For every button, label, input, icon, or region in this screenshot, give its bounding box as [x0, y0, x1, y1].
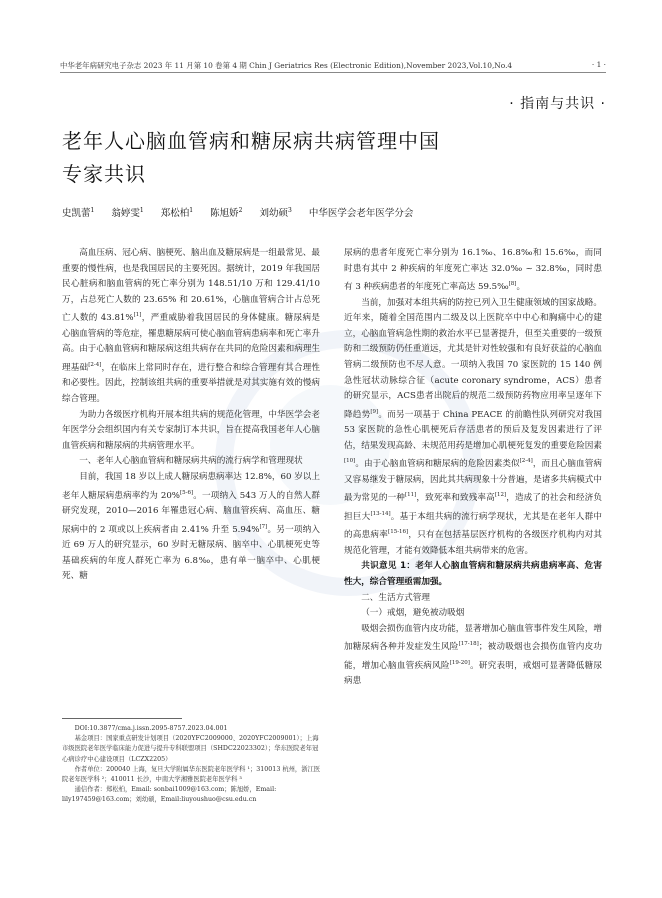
- running-header: [60, 60, 606, 71]
- page-number: · 1 ·: [591, 60, 606, 69]
- text-run: ，而且心脑血管病又容易继发于糖尿病，因此其共病现象十分普遍，是诸多共病模式中最为常见的一种: [344, 459, 602, 504]
- text-run: 当前，加强对本组共病的防控已列入卫生健康领域的国家战略。近年来，随着全国范围内二级及以上医院卒中中心和胸痛中心的建立，心脑血管病急性期的救治水平已显著提升，但至关重要的一级预防和二级预防仍任重道远，尤其是针对性较强和有良好获益的心脑血管病二级预防也不尽人意。一项纳入我国 70 家医院的 15 140 例急性冠状动脉综合征（acute coronary syndrome，ACS）患者的研究显示，ACS患者出院后的规范二级预防药物应用率呈逐年下降趋势: [344, 297, 602, 420]
- section-tag: · 指南与共识 ·: [509, 96, 606, 112]
- footnotes: [62, 724, 324, 806]
- author: [62, 208, 94, 219]
- article-title: [62, 125, 482, 191]
- title-line-2: 专家共识: [62, 162, 146, 186]
- citation: [13-14]: [370, 510, 391, 517]
- title-line-1: 老年人心脑血管病和糖尿病共病管理中国: [62, 129, 440, 153]
- citation: [5-6]: [179, 489, 194, 496]
- citation: [12]: [494, 492, 507, 499]
- citation: [9]: [370, 408, 379, 415]
- text-run: 。一项纳入 543 万人的自然人群研究发现，2010—2016 年罹患冠心病、脑血管疾病、高血压、糖尿病中的 2 项或以上疾病者由 2.41% 升至 5.94%: [62, 490, 320, 535]
- author: [161, 208, 193, 219]
- author: [111, 208, 143, 219]
- citation: [10]: [344, 458, 356, 465]
- author: [210, 208, 242, 219]
- paragraph: [344, 622, 602, 690]
- paragraph: 为助力各级医疗机构开展本组共病的规范化管理，中华医学会老年医学分会组织国内有关专家制订本共识，旨在提高我国老年人心脑血管疾病和糖尿病的共病管理水平。: [62, 409, 320, 451]
- author-affiliation-mark: 1: [90, 206, 95, 214]
- author-name: 史凯蕾: [62, 208, 91, 219]
- header-rule: [60, 72, 606, 73]
- text-run: ；被动吸烟也会损伤血管内皮功能，增加心脑血管疾病风险: [344, 642, 602, 671]
- citation: [11]: [405, 492, 417, 499]
- citation: [7]: [259, 523, 268, 530]
- text-run: 吸烟会损伤血管内皮功能，显著增加心脑血管事件发生风险，增加糖尿病各种并发症发生风险: [344, 623, 602, 653]
- body-column-right: [344, 246, 602, 690]
- paragraph: [62, 470, 320, 585]
- citation: [1]: [133, 312, 142, 319]
- author-affiliation-mark: 1: [189, 206, 194, 214]
- paragraph: [344, 246, 602, 296]
- citation: [2-4]: [88, 362, 102, 369]
- text-run: 。基于本组共病的流行病学现状，尤其是在老年人群中的高患病率: [344, 511, 602, 541]
- fund-note: 基金项目：国家重点研发计划项目（2020YFC2009000、2020YFC2009001）；上海市级医院老年医学临床能力促进与提升专科联盟项目（SHDC22023302）；华东医院老年冠心病诊疗中心建设项目（LCZX2205）: [62, 735, 319, 763]
- text-run: 尿病的患者年度死亡率分别为 16.1‰、16.8‰和 15.6‰，而同时患有其中 2 种疾病的年度死亡率达 32.0‰ ~ 32.8‰，同时患有 3 种疾病患者的年度死亡率高达 59.5‰: [344, 248, 602, 293]
- citation: [19-20]: [449, 659, 470, 666]
- citation: [8]: [508, 281, 517, 288]
- text-run: 高血压病、冠心病、脑梗死、脑出血及糖尿病是一组最常见、最重要的慢性病，也是我国居民的主要死因。据统计，2019 年我国居民心脏病和脑血管病的死亡率分别为 148.51/10 万和 129.41/10 万，占总死亡人数的 23.65% 和 20.61%，心脑血管病合计占总死亡人数的 43.81%: [62, 248, 320, 324]
- author-list: [62, 205, 427, 219]
- text-run: 。: [516, 282, 526, 293]
- text-run: 。另一项纳入近 69 万人的研究显示，60 岁时无糖尿病、脑卒中、心肌梗死史等基础疾病的年度人群死亡率为 6.8‰，患有单一脑卒中、心肌梗死、糖: [62, 524, 320, 582]
- text-run: ，只有在包括基层医疗机构的各级医疗机构内对其规范化管理，才能有效降低本组共病带来的危害。: [344, 530, 602, 556]
- paragraph: [344, 296, 602, 560]
- section-heading-1: 一、老年人心脑血管病和糖尿病共病的流行病学和管理现状: [79, 456, 303, 467]
- author-group-name: 中华医学会老年医学分会: [308, 208, 414, 219]
- citation: [2-4]: [519, 458, 533, 465]
- author-affiliation-mark: 2: [238, 206, 243, 214]
- citation: [17-18]: [458, 641, 479, 648]
- author-name: 刘幼硕: [259, 208, 289, 219]
- author-name: 郑松柏: [160, 208, 190, 219]
- doi: DOI:10.3877/cma.j.issn.2095-8757.2023.04.001: [74, 725, 228, 732]
- journal-line: 中华老年病研究电子杂志 2023 年 11 月第 10 卷第 4 期 Chin J Geriatrics Res (Electronic Edition),November 2023,Vol.10,No.4: [60, 61, 513, 70]
- citation: [15-16]: [388, 529, 409, 536]
- author-name: 翁婷雯: [111, 208, 140, 219]
- text-run: ，在临床上常同时存在，进行整合和综合管理有其合理性和必要性。因此，控制该组共病的重要举措就是对其实施有效的慢病综合管理。: [62, 362, 320, 405]
- author-affiliation-mark: 3: [288, 206, 292, 214]
- author-name: 陈旭娇: [210, 208, 239, 219]
- author-affiliation-mark: 1: [139, 206, 144, 214]
- affiliation-note: 作者单位：200040 上海，复旦大学附属华东医院老年医学科 ¹；310013 杭州，浙江医院老年医学科 ²；410011 长沙，中南大学湘雅医院老年医学科 ³: [62, 765, 321, 784]
- author: [260, 208, 292, 219]
- author-group: [309, 208, 414, 219]
- text-run: ，致死率和致残率高: [416, 493, 495, 504]
- footnote-rule: [62, 718, 182, 719]
- text-run: ，造成了的社会和经济负担巨大: [344, 493, 602, 522]
- text-run: ，严重威胁着我国居民的身体健康。糖尿病是心脑血管病的等危症，罹患糖尿病可使心脑血管病患病率和死亡率升高。由于心脑血管病和糖尿病这组共病存在共同的危险因素和病理生理基础: [62, 313, 320, 373]
- text-run: 。而另一项基于 China PEACE 的前瞻性队列研究对我国 53 家医院的急性心肌梗死后存活患者的预后及复发因素进行了评估，结果发现高龄、未规范用药是增加心肌梗死复发的重要危险因素: [344, 409, 602, 451]
- text-run: 。研究表明，戒烟可显著降低糖尿病患: [344, 660, 602, 687]
- text-run: 。由于心脑血管病和糖尿病的危险因素类似: [355, 459, 520, 470]
- consensus-statement: 共识意见 1：老年人心脑血管病和糖尿病共病患病率高、危害性大，综合管理亟需加强。: [344, 561, 602, 588]
- paragraph: [62, 246, 320, 408]
- text-run: 目前，我国 18 岁以上成人糖尿病患病率达 12.8%，60 岁以上老年人糖尿病患病率约为 20%: [62, 472, 320, 501]
- body-column-left: [62, 246, 320, 585]
- section-heading-2: 二、生活方式管理: [361, 592, 430, 603]
- correspondence-note: 通信作者：郑松柏，Email: sonbai1009@163.com；陈旭娇，Email: lily197459@163.com；刘幼硕，Email:liuyoushuo@csu.edu.cn: [62, 786, 277, 804]
- subsection-heading: （一）戒烟，避免被动吸烟: [361, 608, 465, 619]
